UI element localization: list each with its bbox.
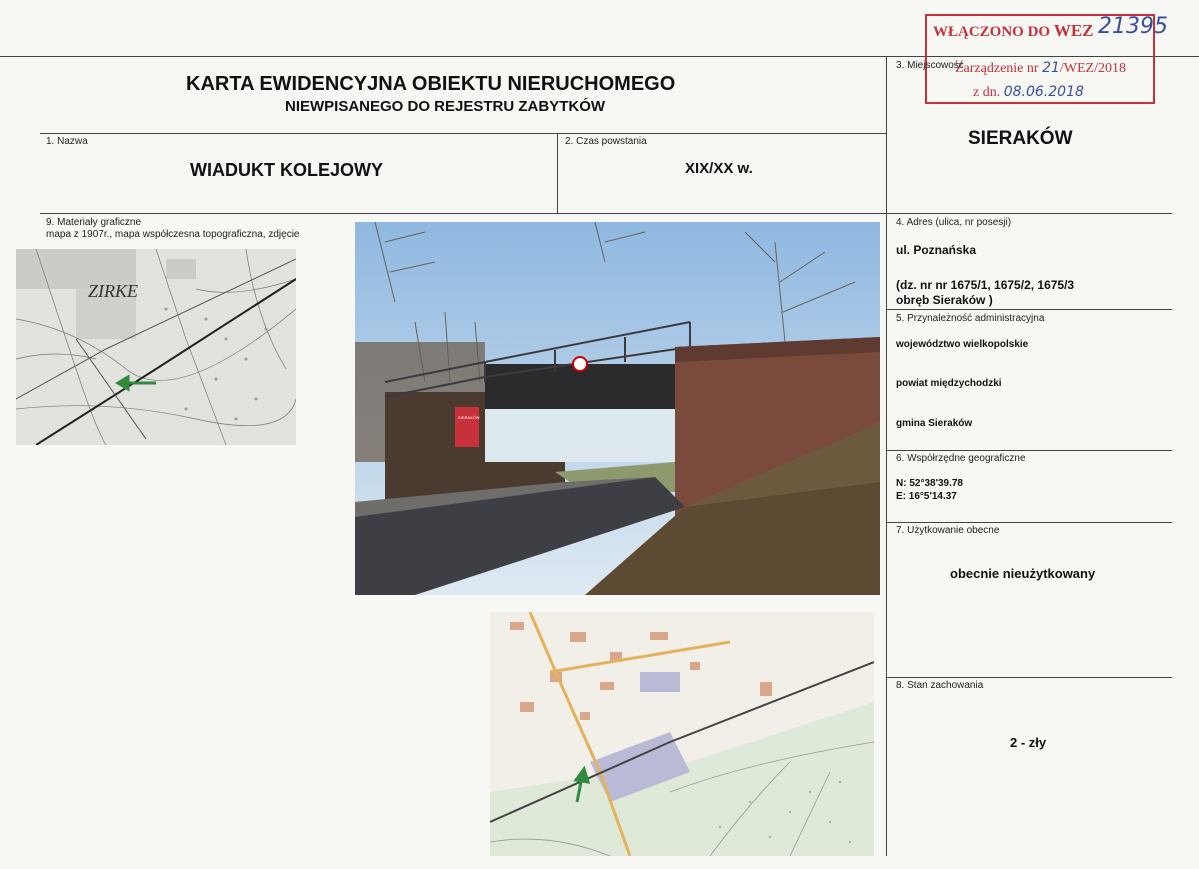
old-map-town-label: ZIRKE	[88, 281, 139, 301]
field-2-label: 2. Czas powstania	[565, 136, 647, 147]
field-5-commune: gmina Sieraków	[896, 418, 973, 429]
col-rule-right	[886, 56, 887, 856]
field-6-latitude: N: 52°38'39.78	[896, 478, 963, 489]
field-7-value: obecnie nieużytkowany	[950, 566, 1096, 581]
col-rule-name	[557, 133, 558, 213]
stamp-line-3-hand: 08.06.2018	[1003, 84, 1084, 100]
stamp-line-2-suffix: /WEZ/2018	[1059, 61, 1126, 76]
stamp-line-1-bold: WEZ	[1053, 21, 1094, 40]
field-5-county: powiat międzychodzki	[896, 378, 1002, 389]
field-5-voivodeship: województwo wielkopolskie	[896, 339, 1029, 350]
stamp-hand-number: 21395	[1098, 14, 1168, 39]
card-title: KARTA EWIDENCYJNA OBIEKTU NIERUCHOMEGO	[186, 73, 676, 95]
field-7-label: 7. Użytkowanie obecne	[896, 525, 1000, 536]
card-subtitle: NIEWPISANEGO DO REJESTRU ZABYTKÓW	[285, 98, 606, 115]
photo-sign-text: SIERAKÓW	[458, 415, 480, 420]
historical-map-1907	[16, 249, 296, 445]
field-6-label: 6. Współrzędne geograficzne	[896, 453, 1026, 464]
field-5-label: 5. Przynależność administracyjna	[896, 313, 1045, 324]
stamp-line-2-prefix: Zarządzenie nr	[955, 61, 1039, 76]
historical-map-drawing	[16, 249, 296, 445]
field-4-precinct: obręb Sieraków )	[896, 293, 993, 307]
field-3-label: 3. Miejscowość	[896, 60, 964, 71]
right-rule-6	[886, 450, 1172, 451]
field-2-value: XIX/XX w.	[685, 160, 753, 177]
stamp-line-1-prefix: WŁĄCZONO DO	[933, 24, 1051, 40]
row-rule-2	[40, 213, 1172, 214]
field-1-value: WIADUKT KOLEJOWY	[190, 160, 383, 180]
stamp-line-3-prefix: z dn.	[973, 85, 1001, 100]
viaduct-photo	[355, 222, 880, 595]
right-rule-7	[886, 522, 1172, 523]
stamp-line-1	[933, 21, 1094, 41]
field-9-description: mapa z 1907r., mapa współczesna topograficzna, zdjęcie	[46, 229, 300, 240]
field-9-label: 9. Materiały graficzne	[46, 217, 142, 228]
field-3-value: SIERAKÓW	[968, 128, 1073, 149]
field-4-plots: (dz. nr nr 1675/1, 1675/2, 1675/3	[896, 278, 1075, 292]
stamp-line-3	[973, 84, 1084, 101]
right-rule-8	[886, 677, 1172, 678]
modern-map-drawing	[490, 612, 874, 856]
row-rule-1	[40, 133, 886, 134]
stamp-line-2-hand: 21	[1042, 60, 1060, 76]
field-4-label: 4. Adres (ulica, nr posesji)	[896, 217, 1012, 228]
field-8-value: 2 - zły	[1010, 735, 1047, 750]
viaduct-photo-drawing	[355, 222, 880, 595]
stamp-line-2	[955, 60, 1126, 77]
field-6-longitude: E: 16°5'14.37	[896, 491, 957, 502]
modern-topographic-map	[490, 612, 874, 856]
field-4-street: ul. Poznańska	[896, 243, 977, 257]
field-8-label: 8. Stan zachowania	[896, 680, 984, 691]
right-rule-5	[886, 309, 1172, 310]
field-1-label: 1. Nazwa	[46, 136, 88, 147]
